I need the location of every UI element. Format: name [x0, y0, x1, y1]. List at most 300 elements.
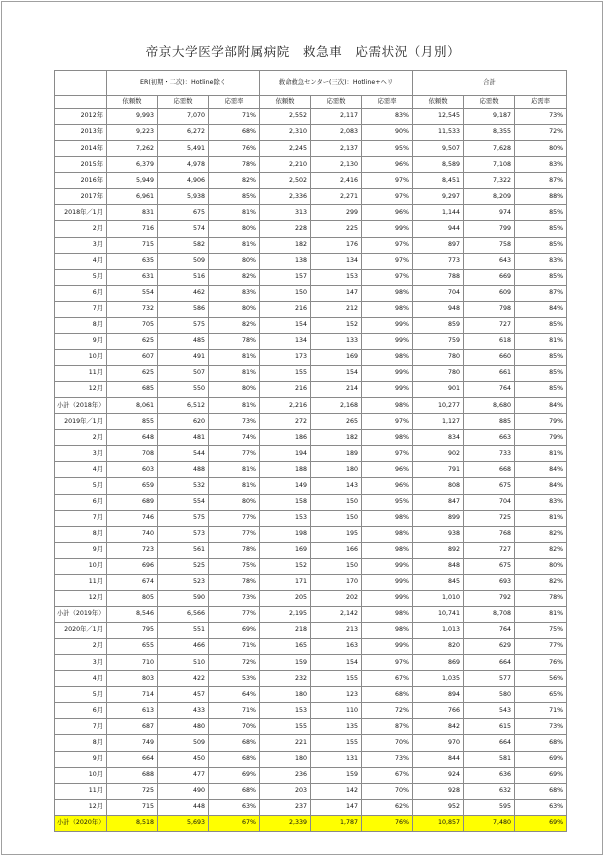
table-cell: 138: [260, 253, 311, 269]
table-cell: 2,552: [260, 109, 311, 125]
table-cell: 10,277: [413, 398, 464, 414]
table-cell: 70%: [209, 719, 260, 735]
row-label: 7月: [55, 510, 107, 526]
table-cell: 97%: [362, 414, 413, 430]
table-cell: 7,322: [464, 173, 515, 189]
group-header-emergency-center: 救命救急センター(三次)：Hotline+ヘリ: [260, 71, 413, 96]
table-cell: 1,144: [413, 205, 464, 221]
table-cell: 5,938: [158, 189, 209, 205]
table-cell: 704: [413, 285, 464, 301]
table-cell: 67%: [362, 767, 413, 783]
table-cell: 6,961: [107, 189, 158, 205]
table-cell: 725: [107, 783, 158, 799]
table-cell: 766: [413, 703, 464, 719]
table-cell: 6,379: [107, 157, 158, 173]
table-cell: 134: [260, 333, 311, 349]
group-header-er: ER(初期・二次)：Hotline除く: [107, 71, 260, 96]
table-cell: 153: [260, 510, 311, 526]
table-cell: 75%: [515, 623, 567, 639]
table-cell: 70%: [362, 783, 413, 799]
table-cell: 764: [464, 623, 515, 639]
table-cell: 71%: [515, 703, 567, 719]
table-cell: 78%: [209, 333, 260, 349]
table-cell: 663: [464, 430, 515, 446]
table-cell: 894: [413, 687, 464, 703]
table-cell: 805: [107, 590, 158, 606]
table-cell: 705: [107, 317, 158, 333]
table-row: [55, 253, 567, 269]
table-cell: 189: [311, 446, 362, 462]
table-cell: 68%: [209, 751, 260, 767]
table-cell: 543: [464, 703, 515, 719]
table-cell: 944: [413, 221, 464, 237]
table-cell: 834: [413, 430, 464, 446]
table-cell: 764: [464, 382, 515, 398]
table-cell: 96%: [362, 462, 413, 478]
group-header-total: 合計: [413, 71, 567, 96]
table-cell: 2,245: [260, 141, 311, 157]
table-row: [55, 285, 567, 301]
table-cell: 636: [464, 767, 515, 783]
row-label: 2020年／1月: [55, 623, 107, 639]
table-cell: 740: [107, 526, 158, 542]
table-cell: 80%: [209, 301, 260, 317]
table-cell: 99%: [362, 574, 413, 590]
table-cell: 232: [260, 671, 311, 687]
table-cell: 803: [107, 671, 158, 687]
table-cell: 2,416: [311, 173, 362, 189]
table-cell: 98%: [362, 430, 413, 446]
table-cell: 577: [464, 671, 515, 687]
table-cell: 77%: [209, 526, 260, 542]
table-cell: 170: [311, 574, 362, 590]
table-cell: 110: [311, 703, 362, 719]
table-cell: 710: [107, 655, 158, 671]
table-row: [55, 141, 567, 157]
table-row: [55, 333, 567, 349]
table-cell: 661: [464, 366, 515, 382]
table-cell: 82%: [515, 526, 567, 542]
table-cell: 8,708: [464, 606, 515, 622]
table-cell: 82%: [515, 574, 567, 590]
table-cell: 79%: [515, 414, 567, 430]
table-cell: 85%: [515, 237, 567, 253]
table-cell: 203: [260, 783, 311, 799]
table-cell: 532: [158, 478, 209, 494]
table-cell: 98%: [362, 285, 413, 301]
table-cell: 808: [413, 478, 464, 494]
table-cell: 6,566: [158, 606, 209, 622]
table-cell: 99%: [362, 382, 413, 398]
table-cell: 165: [260, 639, 311, 655]
table-cell: 668: [464, 462, 515, 478]
table-cell: 481: [158, 430, 209, 446]
table-cell: 99%: [362, 590, 413, 606]
table-cell: 67%: [362, 671, 413, 687]
table-cell: 78%: [515, 590, 567, 606]
table-cell: 928: [413, 783, 464, 799]
table-row: [55, 510, 567, 526]
table-row: [55, 430, 567, 446]
table-cell: 77%: [209, 446, 260, 462]
table-cell: 96%: [362, 478, 413, 494]
page-title: 帝京大学医学部附属病院 救急車 応需状況（月別）: [145, 44, 461, 59]
table-cell: 81%: [209, 205, 260, 221]
table-cell: 56%: [515, 671, 567, 687]
table-cell: 488: [158, 462, 209, 478]
table-row: [55, 366, 567, 382]
table-cell: 450: [158, 751, 209, 767]
table-cell: 155: [311, 735, 362, 751]
table-row: [55, 606, 567, 622]
table-cell: 2,142: [311, 606, 362, 622]
table-cell: 150: [311, 494, 362, 510]
table-cell: 648: [107, 430, 158, 446]
table-row: [55, 639, 567, 655]
table-row: [55, 125, 567, 141]
row-label: 3月: [55, 237, 107, 253]
table-row: [55, 590, 567, 606]
table-cell: 82%: [209, 173, 260, 189]
table-cell: 780: [413, 366, 464, 382]
subheader-accepted: 応需数: [311, 96, 362, 109]
table-cell: 715: [107, 799, 158, 815]
table-cell: 171: [260, 574, 311, 590]
table-cell: 799: [464, 221, 515, 237]
table-cell: 73%: [209, 414, 260, 430]
table-cell: 491: [158, 349, 209, 365]
table-row: [55, 478, 567, 494]
table-cell: 855: [107, 414, 158, 430]
table-cell: 696: [107, 558, 158, 574]
table-cell: 78%: [209, 574, 260, 590]
table-cell: 97%: [362, 269, 413, 285]
table-cell: 798: [464, 301, 515, 317]
table-cell: 99%: [362, 333, 413, 349]
table-cell: 869: [413, 655, 464, 671]
table-cell: 149: [260, 478, 311, 494]
table-cell: 85%: [515, 349, 567, 365]
table-row: [55, 301, 567, 317]
table-cell: 7,628: [464, 141, 515, 157]
table-row-total: [55, 815, 567, 831]
table-cell: 225: [311, 221, 362, 237]
table-cell: 609: [464, 285, 515, 301]
table-cell: 69%: [515, 751, 567, 767]
row-label: 2月: [55, 430, 107, 446]
row-label: 4月: [55, 253, 107, 269]
table-cell: 152: [311, 317, 362, 333]
table-cell: 85%: [515, 366, 567, 382]
row-label: 2018年／1月: [55, 205, 107, 221]
table-cell: 574: [158, 221, 209, 237]
table-cell: 845: [413, 574, 464, 590]
table-row: [55, 317, 567, 333]
corner-header: [55, 71, 107, 96]
table-cell: 68%: [515, 783, 567, 799]
table-cell: 664: [107, 751, 158, 767]
table-cell: 81%: [209, 478, 260, 494]
table-cell: 313: [260, 205, 311, 221]
table-cell: 98%: [362, 349, 413, 365]
table-cell: 561: [158, 542, 209, 558]
table-cell: 507: [158, 366, 209, 382]
table-cell: 98%: [362, 510, 413, 526]
table-cell: 516: [158, 269, 209, 285]
table-cell: 9,187: [464, 109, 515, 125]
table-cell: 133: [311, 333, 362, 349]
table-cell: 72%: [209, 655, 260, 671]
table-row: [55, 237, 567, 253]
table-cell: 135: [311, 719, 362, 735]
table-cell: 212: [311, 301, 362, 317]
table-cell: 848: [413, 558, 464, 574]
table-cell: 2,130: [311, 157, 362, 173]
table-row: [55, 542, 567, 558]
table-cell: 76%: [209, 141, 260, 157]
table-cell: 4,978: [158, 157, 209, 173]
row-label: 12月: [55, 590, 107, 606]
table-cell: 87%: [515, 285, 567, 301]
table-cell: 195: [311, 526, 362, 542]
table-cell: 83%: [209, 285, 260, 301]
table-cell: 82%: [209, 317, 260, 333]
table-cell: 2,310: [260, 125, 311, 141]
table-cell: 842: [413, 719, 464, 735]
table-cell: 98%: [362, 606, 413, 622]
table-cell: 2,339: [260, 815, 311, 831]
table-cell: 95%: [362, 494, 413, 510]
table-cell: 490: [158, 783, 209, 799]
table-cell: 265: [311, 414, 362, 430]
table-cell: 901: [413, 382, 464, 398]
table-cell: 675: [464, 558, 515, 574]
table-cell: 73%: [209, 590, 260, 606]
subheader-requests: 依頼数: [107, 96, 158, 109]
table-cell: 693: [464, 574, 515, 590]
table-cell: 76%: [515, 655, 567, 671]
subheader-accepted: 応需数: [464, 96, 515, 109]
table-cell: 87%: [515, 173, 567, 189]
table-cell: 885: [464, 414, 515, 430]
table-cell: 152: [260, 558, 311, 574]
table-cell: 78%: [209, 157, 260, 173]
table-cell: 69%: [515, 767, 567, 783]
table-cell: 7,108: [464, 157, 515, 173]
row-label: 4月: [55, 462, 107, 478]
table-row: [55, 157, 567, 173]
table-cell: 974: [464, 205, 515, 221]
table-cell: 11,533: [413, 125, 464, 141]
table-cell: 632: [464, 783, 515, 799]
row-label: 8月: [55, 526, 107, 542]
table-cell: 733: [464, 446, 515, 462]
table-cell: 580: [464, 687, 515, 703]
table-cell: 554: [107, 285, 158, 301]
table-cell: 573: [158, 526, 209, 542]
table-cell: 68%: [209, 125, 260, 141]
table-cell: 8,451: [413, 173, 464, 189]
table-cell: 202: [311, 590, 362, 606]
table-cell: 83%: [515, 494, 567, 510]
table-cell: 4,906: [158, 173, 209, 189]
corner-subheader: [55, 96, 107, 109]
table-cell: 586: [158, 301, 209, 317]
table-cell: 899: [413, 510, 464, 526]
table-cell: 87%: [362, 719, 413, 735]
table-cell: 669: [464, 269, 515, 285]
row-label: 11月: [55, 574, 107, 590]
table-cell: 169: [311, 349, 362, 365]
table-cell: 613: [107, 703, 158, 719]
table-cell: 635: [107, 253, 158, 269]
table-cell: 859: [413, 317, 464, 333]
table-cell: 73%: [515, 109, 567, 125]
table-cell: 85%: [515, 221, 567, 237]
table-cell: 8,209: [464, 189, 515, 205]
table-cell: 299: [311, 205, 362, 221]
row-label: 8月: [55, 735, 107, 751]
row-label: 2014年: [55, 141, 107, 157]
subheader-requests: 依頼数: [260, 96, 311, 109]
table-cell: 62%: [362, 799, 413, 815]
table-cell: 792: [464, 590, 515, 606]
table-cell: 82%: [515, 542, 567, 558]
table-cell: 6,512: [158, 398, 209, 414]
table-cell: 72%: [515, 125, 567, 141]
ambulance-response-table: [54, 70, 567, 832]
row-label: 2月: [55, 221, 107, 237]
table-cell: 9,507: [413, 141, 464, 157]
table-cell: 80%: [209, 253, 260, 269]
row-label: 5月: [55, 478, 107, 494]
table-cell: 88%: [515, 189, 567, 205]
table-cell: 97%: [362, 173, 413, 189]
table-cell: 205: [260, 590, 311, 606]
table-cell: 216: [260, 382, 311, 398]
table-cell: 70%: [362, 735, 413, 751]
table-cell: 704: [464, 494, 515, 510]
table-cell: 625: [107, 333, 158, 349]
table-cell: 194: [260, 446, 311, 462]
table-cell: 150: [260, 285, 311, 301]
table-cell: 655: [107, 639, 158, 655]
table-cell: 675: [158, 205, 209, 221]
table-cell: 780: [413, 349, 464, 365]
subheader-rate: 応需率: [209, 96, 260, 109]
table-cell: 897: [413, 237, 464, 253]
table-cell: 9,223: [107, 125, 158, 141]
table-row: [55, 269, 567, 285]
table-cell: 8,355: [464, 125, 515, 141]
table-cell: 77%: [515, 639, 567, 655]
table-cell: 81%: [209, 398, 260, 414]
table-cell: 182: [260, 237, 311, 253]
table-cell: 98%: [362, 398, 413, 414]
table-cell: 674: [107, 574, 158, 590]
table-cell: 708: [107, 446, 158, 462]
table-row: [55, 526, 567, 542]
table-row: [55, 414, 567, 430]
table-cell: 759: [413, 333, 464, 349]
table-cell: 8,546: [107, 606, 158, 622]
table-cell: 2,117: [311, 109, 362, 125]
table-cell: 8,589: [413, 157, 464, 173]
table-cell: 85%: [209, 189, 260, 205]
table-cell: 2,216: [260, 398, 311, 414]
table-cell: 71%: [209, 703, 260, 719]
row-label: 2017年: [55, 189, 107, 205]
table-cell: 236: [260, 767, 311, 783]
table-cell: 595: [464, 799, 515, 815]
table-row: [55, 719, 567, 735]
table-cell: 64%: [209, 687, 260, 703]
table-cell: 90%: [362, 125, 413, 141]
table-cell: 7,070: [158, 109, 209, 125]
table-cell: 924: [413, 767, 464, 783]
table-cell: 9,993: [107, 109, 158, 125]
table-cell: 74%: [209, 430, 260, 446]
table-cell: 142: [311, 783, 362, 799]
row-label: 11月: [55, 366, 107, 382]
table-cell: 80%: [209, 382, 260, 398]
row-label: 6月: [55, 494, 107, 510]
table-cell: 143: [311, 478, 362, 494]
table-cell: 83%: [515, 253, 567, 269]
table-row: [55, 462, 567, 478]
table-cell: 147: [311, 285, 362, 301]
table-cell: 216: [260, 301, 311, 317]
row-label: 9月: [55, 751, 107, 767]
table-cell: 85%: [515, 269, 567, 285]
table-cell: 448: [158, 799, 209, 815]
table-cell: 2,502: [260, 173, 311, 189]
row-label: 2016年: [55, 173, 107, 189]
table-cell: 620: [158, 414, 209, 430]
table-cell: 892: [413, 542, 464, 558]
table-cell: 159: [260, 655, 311, 671]
table-cell: 80%: [515, 141, 567, 157]
table-cell: 80%: [515, 558, 567, 574]
table-cell: 150: [311, 510, 362, 526]
table-cell: 123: [311, 687, 362, 703]
table-row: [55, 767, 567, 783]
table-cell: 68%: [209, 783, 260, 799]
table-cell: 675: [464, 478, 515, 494]
table-row: [55, 623, 567, 639]
table-cell: 97%: [362, 655, 413, 671]
table-row: [55, 494, 567, 510]
table-cell: 746: [107, 510, 158, 526]
table-row: [55, 558, 567, 574]
table-row: [55, 349, 567, 365]
row-label: 小計（2018年）: [55, 398, 107, 414]
table-cell: 10,857: [413, 815, 464, 831]
table-cell: 81%: [515, 606, 567, 622]
table-cell: 63%: [209, 799, 260, 815]
table-row: [55, 703, 567, 719]
table-cell: 603: [107, 462, 158, 478]
row-label: 3月: [55, 655, 107, 671]
table-cell: 607: [107, 349, 158, 365]
table-cell: 554: [158, 494, 209, 510]
table-cell: 582: [158, 237, 209, 253]
table-cell: 509: [158, 253, 209, 269]
subheader-accepted: 応需数: [158, 96, 209, 109]
row-label: 12月: [55, 799, 107, 815]
table-cell: 615: [464, 719, 515, 735]
table-cell: 10,741: [413, 606, 464, 622]
